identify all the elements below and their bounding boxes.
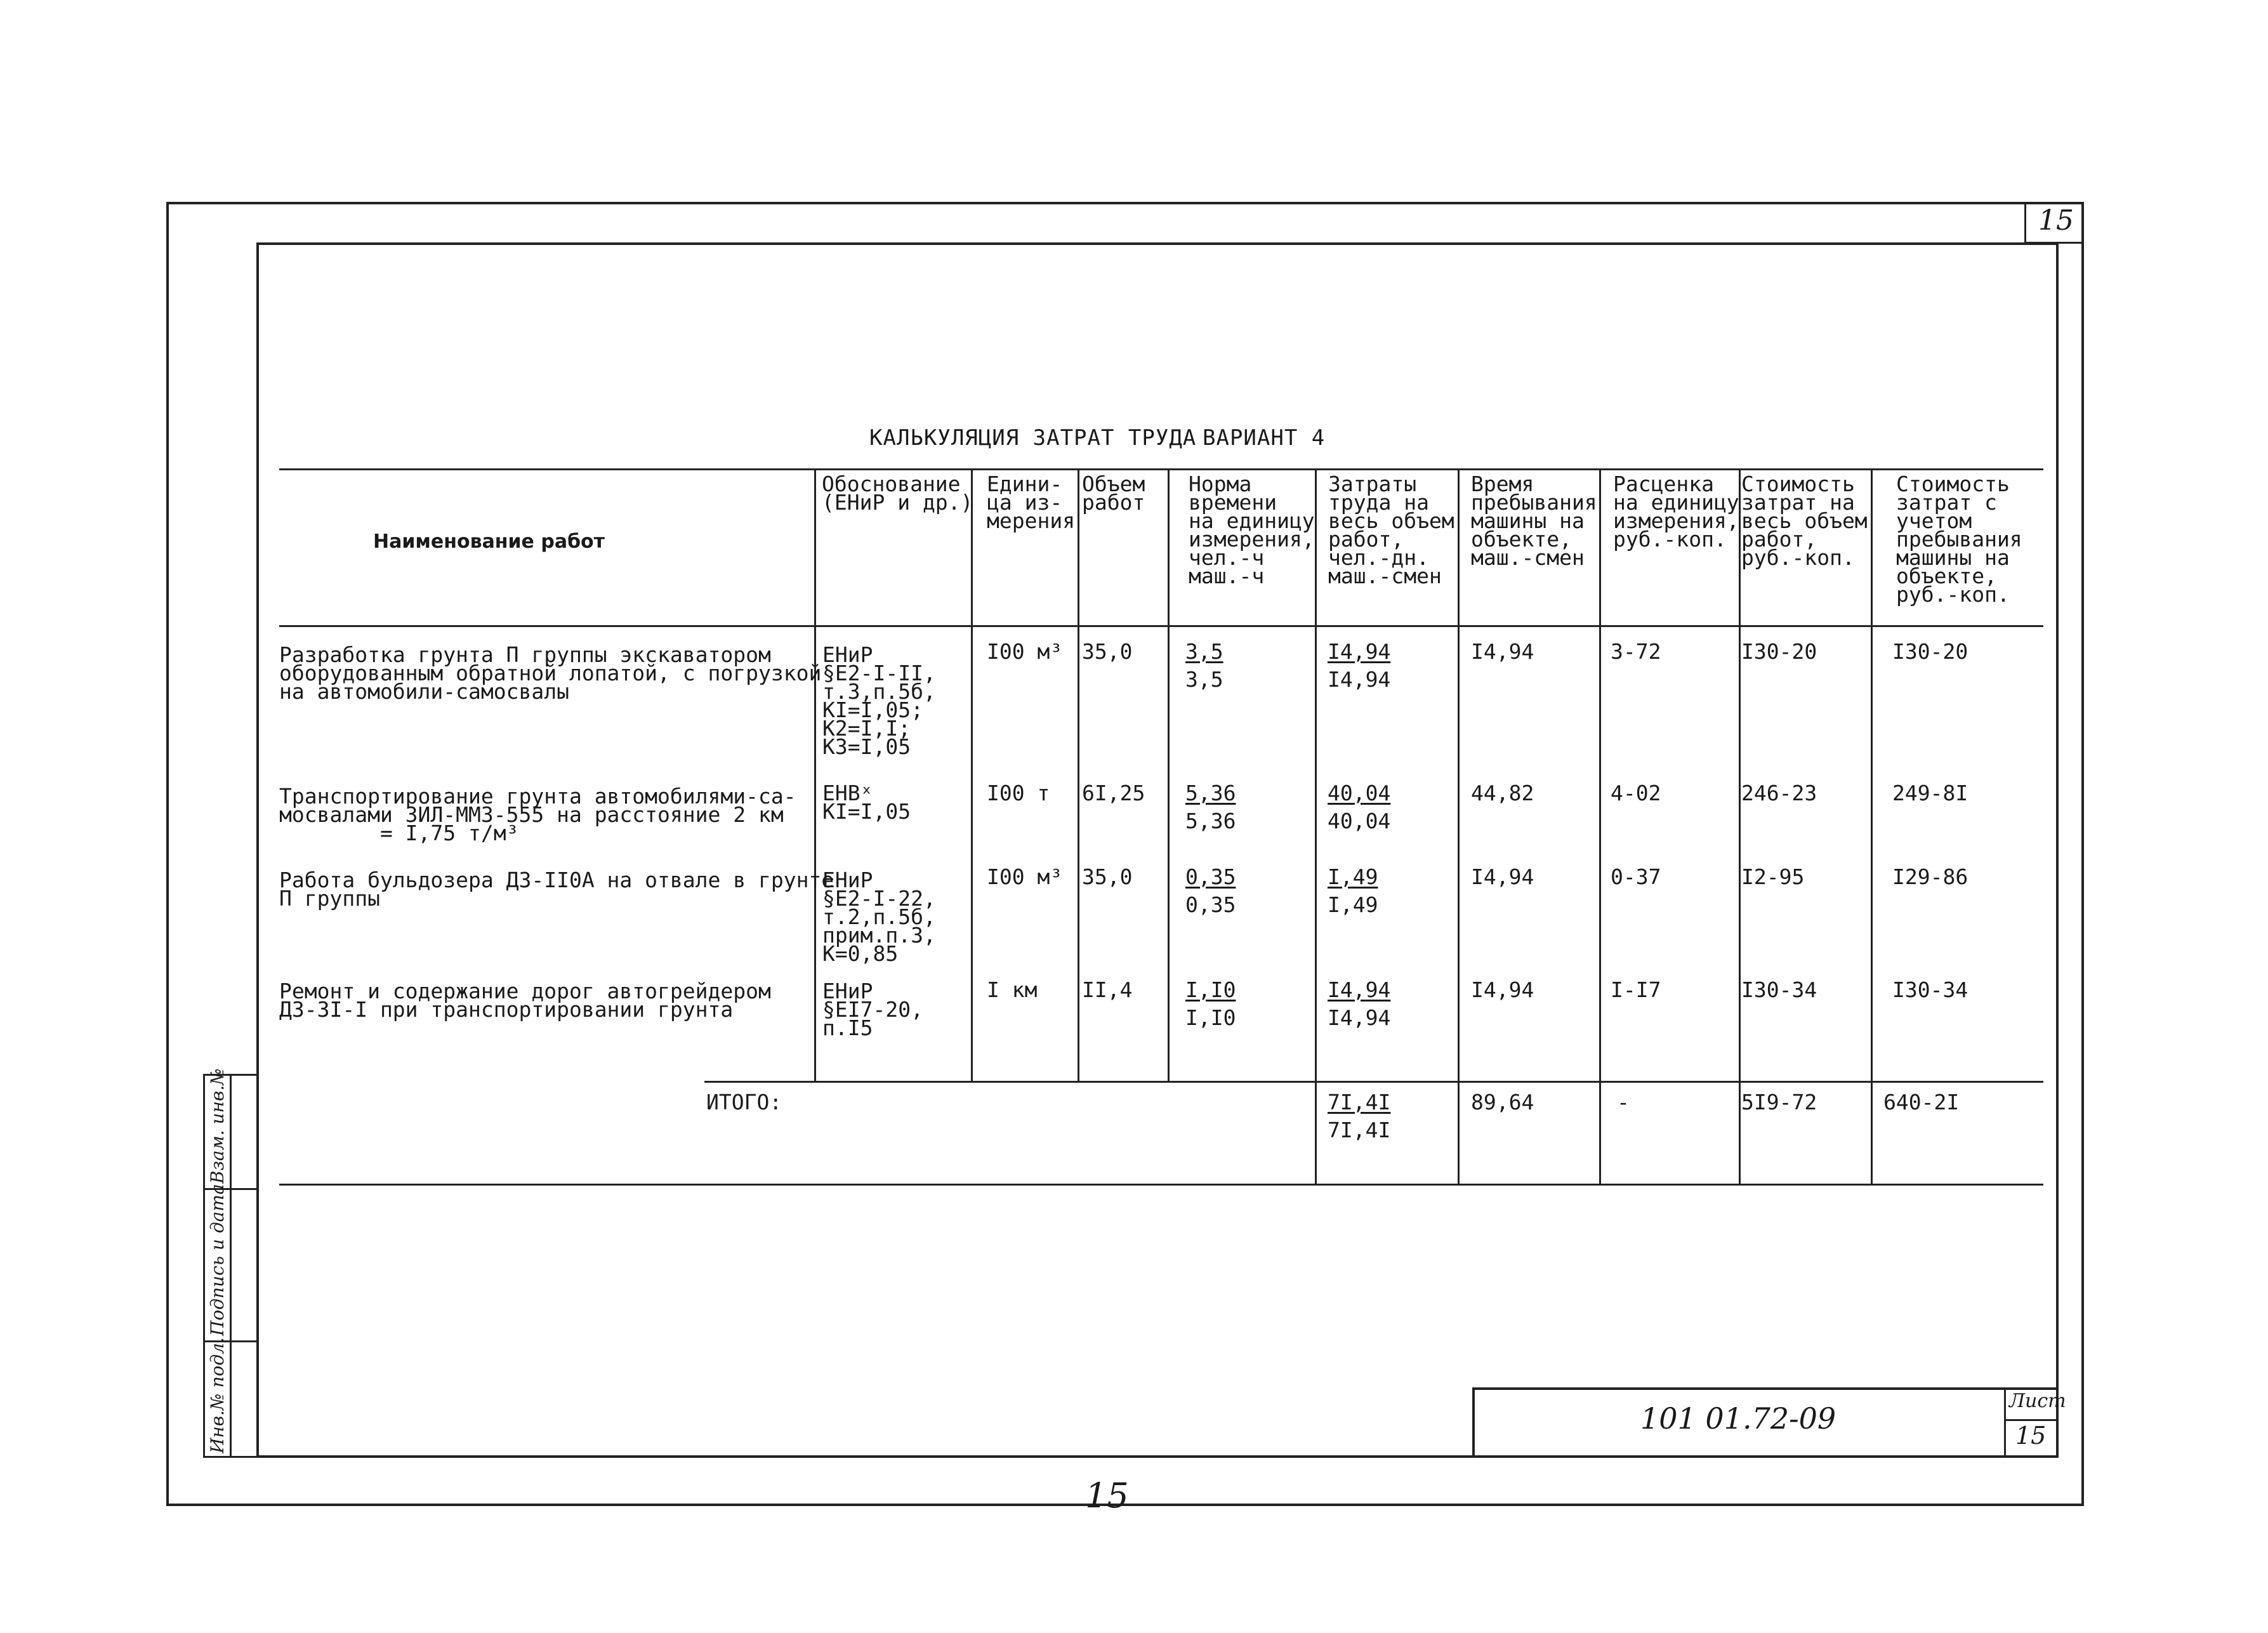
row2-stay: 44,82 [1471,781,1534,805]
row3-norm-top: 0,35 [1185,864,1236,889]
row1-labor-bottom: I4,94 [1328,667,1391,692]
total-top-line [704,1081,2043,1083]
row3-unit: I00 м³ [987,864,1063,889]
header-cost: Стоимость затрат на весь объем работ, руб.-коп. [1741,472,1868,570]
row3-stay: I4,94 [1471,864,1534,889]
title-stamp-sheet-line [2004,1419,2059,1421]
header-rate: Расценка на единицу измерения, руб.-коп. [1613,472,1739,552]
row3-rate: 0-37 [1611,864,1661,889]
corner-sheet-number: 15 [2038,204,2074,237]
table-bottom-line [279,1184,2043,1186]
header-bottom-line [279,625,2043,627]
col-sep-cost [1739,468,1741,1184]
row4-cost-stay: I30-34 [1892,977,1968,1002]
total-rate: - [1617,1090,1630,1114]
row4-labor-top: I4,94 [1328,977,1391,1002]
side-label-signature: Подпись и дата [207,1184,228,1336]
col-sep-volume [1078,468,1079,1081]
row1-cost: I30-20 [1741,639,1817,664]
row3-cost: I2-95 [1741,864,1805,889]
total-label: ИТОГО: [706,1090,782,1114]
row4-name: Ремонт и содержание дорог автогрейдером ДЗ-3I-I при транспортировании грунта [279,979,771,1022]
row4-cost: I30-34 [1741,977,1817,1002]
col-sep-unit [971,468,973,1081]
total-cost: 5I9-72 [1741,1090,1817,1114]
row2-cost-stay: 249-8I [1892,781,1968,805]
stamp-sheet-number: 15 [2015,1422,2047,1450]
header-norm: Норма времени на единицу измерения, чел.-ч маш.-ч [1189,472,1315,588]
col-sep-labor [1315,468,1317,1184]
col-sep-norm [1168,468,1170,1081]
row1-labor-top: I4,94 [1328,639,1391,664]
document-title: КАЛЬКУЛЯЦИЯ ЗАТРАТ ТРУДА [869,425,1197,451]
side-label-vzam: Взам. инв.№ [207,1068,228,1184]
row3-labor-top: I,49 [1328,864,1378,889]
row2-labor-bottom: 40,04 [1328,809,1391,833]
row3-cost-stay: I29-86 [1892,864,1968,889]
row3-norm-bottom: 0,35 [1185,892,1236,917]
table-top-line [279,468,2043,470]
row2-norm-top: 5,36 [1185,781,1236,805]
col-sep-stay [1458,468,1460,1184]
row2-rate: 4-02 [1611,781,1661,805]
side-label-inv-podl: Инв.№ подл. [207,1337,228,1453]
row1-stay: I4,94 [1471,639,1534,664]
col-sep-cost-stay [1871,468,1873,1184]
header-stay: Время пребывания машины на объекте, маш.-смен [1471,472,1597,570]
document-variant: ВАРИАНТ 4 [1203,425,1326,451]
row2-basis: ЕНВˣ КI=I,05 [822,781,911,824]
row2-volume: 6I,25 [1082,781,1145,805]
row3-volume: 35,0 [1082,864,1133,889]
row4-rate: I-I7 [1611,977,1661,1002]
col-sep-basis [814,468,816,1081]
row4-basis: ЕНиР §ЕI7-20, п.I5 [822,979,923,1040]
row2-cost: 246-23 [1741,781,1817,805]
row1-cost-stay: I30-20 [1892,639,1968,664]
row2-labor-top: 40,04 [1328,781,1391,805]
header-basis: Обоснование (ЕНиР и др.) [822,472,973,515]
row1-name: Разработка грунта П группы экскаватором оборудованным обратной лопатой, с погрузкой на автомобили-самосвалы [279,642,822,704]
total-stay: 89,64 [1471,1090,1534,1114]
row2-name: Транспортирование грунта автомобилями-са- мосвалами ЗИЛ-ММЗ-555 на расстояние 2 км = I,75 т/м³ [279,784,796,845]
row1-norm-bottom: 3,5 [1185,667,1223,692]
row4-norm-bottom: I,I0 [1185,1005,1236,1030]
header-cost-stay: Стоимость затрат с учетом пребывания машины на объекте, руб.-коп. [1896,472,2022,607]
title-stamp-divider [2004,1387,2006,1458]
page-number: 15 [1085,1476,1129,1516]
row4-stay: I4,94 [1471,977,1534,1002]
row4-volume: II,4 [1082,977,1133,1002]
row3-name: Работа бульдозера ДЗ-II0А на отвале в грунте П группы [279,868,834,911]
stamp-code: 101 01.72-09 [1640,1401,1836,1436]
total-cost-stay: 640-2I [1883,1090,1960,1114]
side-stamp-divider [230,1074,232,1458]
row4-labor-bottom: I4,94 [1328,1005,1391,1030]
row1-basis: ЕНиР §Е2-I-II, т.3,п.5б, КI=I,05; К2=I,I; К3=I,05 [822,642,936,759]
row1-volume: 35,0 [1082,639,1133,664]
total-labor-top: 7I,4I [1328,1090,1391,1114]
row1-norm-top: 3,5 [1185,639,1223,664]
stamp-sheet-label: Лист [2009,1390,2066,1412]
row3-basis: ЕНиР §Е2-I-22, т.2,п.5б, прим.п.3, К=0,85 [822,868,936,966]
total-labor-bottom: 7I,4I [1328,1118,1391,1142]
header-unit: Едини- ца из- мерения [987,472,1076,533]
row2-norm-bottom: 5,36 [1185,809,1236,833]
row2-unit: I00 т [987,781,1050,805]
row4-unit: I км [987,977,1038,1002]
row1-rate: 3-72 [1611,639,1661,664]
row3-labor-bottom: I,49 [1328,892,1378,917]
row1-unit: I00 м³ [987,639,1063,664]
header-name: Наименование работ [373,531,605,553]
col-sep-rate [1599,468,1601,1184]
header-volume: Объем работ [1082,472,1145,515]
header-labor: Затраты труда на весь объем работ, чел.-дн. маш.-смен [1328,472,1454,588]
row4-norm-top: I,I0 [1185,977,1236,1002]
